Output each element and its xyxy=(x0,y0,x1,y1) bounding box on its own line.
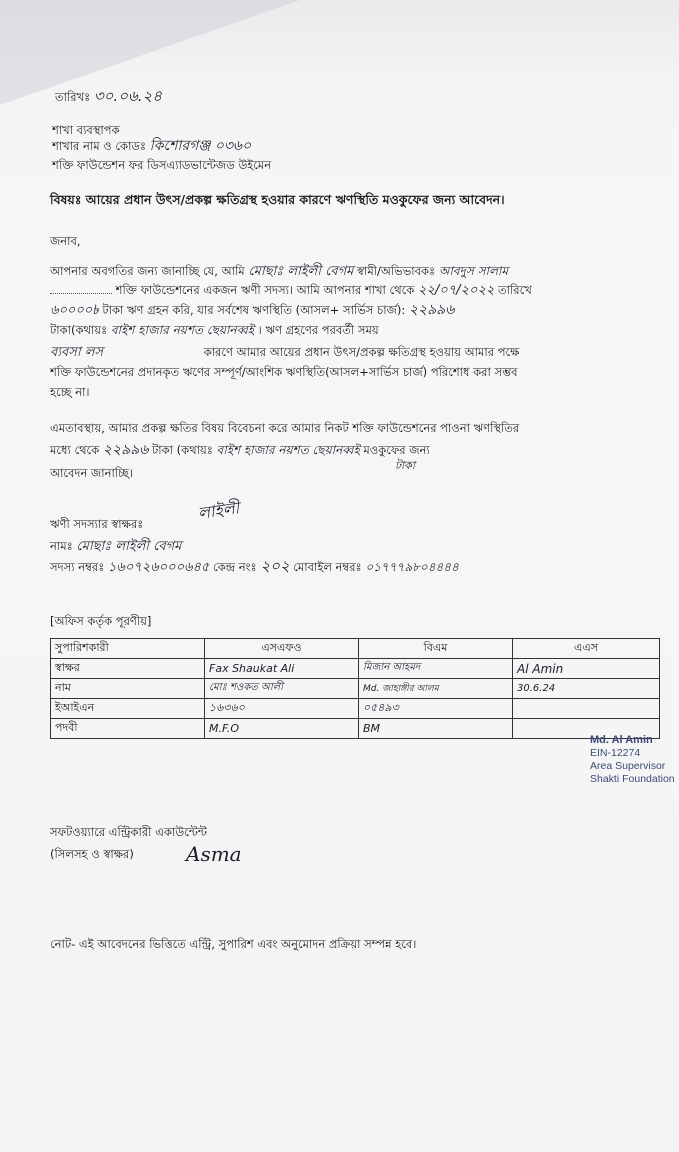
organization-name: শক্তি ফাউন্ডেশন ফর ডিসএ্যাডভান্টেজড উইমেন xyxy=(52,158,272,172)
para2-line2 xyxy=(50,442,430,458)
member-name-value: মোছাঃ লাইলী বেগম xyxy=(76,539,182,554)
para1-text-h: কারণে আমার আয়ের প্রধান উৎস/প্রকল্প ক্ষতিগ্রস্থ হওয়ায় আমার পক্ষে xyxy=(203,345,520,359)
para1-text-d: তারিখে xyxy=(498,283,532,297)
office-title: [অফিস কর্তৃক পূরণীয়] xyxy=(50,614,152,628)
row-label: নাম xyxy=(51,679,205,699)
as-ein xyxy=(513,699,660,719)
sfo-name: মোঃ শওকত আলী xyxy=(205,679,359,699)
para2-text-d: মওকুফের জন্য xyxy=(363,443,430,457)
balance-words-hw: বাইশ হাজার নয়শত ছেয়ানব্বই xyxy=(110,323,255,337)
row-label: পদবী xyxy=(51,719,205,739)
salutation: জনাব, xyxy=(50,234,81,248)
blank-dots xyxy=(50,293,112,294)
subject-line: বিষয়ঃ আয়ের প্রধান উৎস/প্রকল্প ক্ষতিগ্রস্থ হওয়ার কারণে ঋণস্থিতি মওকুফের জন্য আবেদন। xyxy=(50,192,505,207)
accountant-signature: Asma xyxy=(186,842,242,866)
para1-text-b: স্বামী/অভিভাবকঃ xyxy=(357,264,436,278)
center-label: কেন্দ্র নংঃ xyxy=(213,560,257,574)
branch-value: কিশোরগঞ্জ ০৩৬০ xyxy=(149,138,252,154)
waive-amount-hw: ২২৯৯৬ xyxy=(102,442,149,458)
as-date: 30.6.24 xyxy=(513,679,660,699)
member-signature-label: ঋণী সদস্যার স্বাক্ষরঃ xyxy=(50,517,144,531)
para1-line6: শক্তি ফাউন্ডেশনের প্রদানকৃত ঋণের সম্পূর্ণ/আংশিক ঋণস্থিতি(আসল+সার্ভিস চার্জ) পরিশোধ করা সম্ভব xyxy=(50,365,518,379)
bm-signature: মিজান আহমদ xyxy=(359,659,513,679)
para1-text-g: । ঋণ গ্রহণের পরবর্তী সময় xyxy=(257,323,379,337)
member-signature: লাইলী xyxy=(196,498,241,523)
member-number-value: ১৬০৭২৬০০০৬৪৫ xyxy=(107,560,210,575)
office-table xyxy=(50,638,660,739)
table-row xyxy=(51,659,660,679)
seal-label: (সিলসহ ও স্বাক্ষর) xyxy=(50,847,134,861)
member-signature-line xyxy=(50,516,143,532)
para1-line3 xyxy=(50,302,454,319)
note-text: নোট- এই আবেদনের ভিত্তিতে এন্ট্রি, সুপারিশ এবং অনুমোদন প্রক্রিয়া সম্পন্ন হবে। xyxy=(50,937,417,951)
row-label: ইআইএন xyxy=(51,699,205,719)
mobile-value: ০১৭৭৭৯৮০৪৪৪৪ xyxy=(365,560,459,574)
para2-text-c: টাকা (কথায়ঃ xyxy=(152,443,213,457)
para1-text-c: শক্তি ফাউন্ডেশনের একজন ঋণী সদস্য। আমি আপনার শাখা থেকে xyxy=(115,283,415,297)
bm-designation: BM xyxy=(359,719,513,739)
header-as: এএস xyxy=(513,639,660,659)
sfo-signature: Fax Shaukat Ali xyxy=(205,659,359,679)
reason-hw: ব্যবসা লস xyxy=(50,345,104,360)
para2-text-b: মধ্যে থেকে xyxy=(50,443,100,457)
branch-name-label: শাখার নাম ও কোডঃ xyxy=(52,139,147,153)
sfo-ein: ১৬৩৬০ xyxy=(205,699,359,719)
stamp-ein: EIN-12274 xyxy=(590,747,641,759)
header-recommender: সুপারিশকারী xyxy=(51,639,205,659)
para1-line4 xyxy=(50,322,379,338)
stamp-name: Md. Al Amin xyxy=(590,734,653,746)
as-stamp xyxy=(590,734,675,786)
waive-words-2-hw: টাকা xyxy=(395,459,416,472)
mobile-label: মোবাইল নম্বরঃ xyxy=(293,560,362,574)
date-label: তারিখঃ xyxy=(55,90,91,104)
member-name-label: নামঃ xyxy=(50,539,73,553)
stamp-org: Shakti Foundation xyxy=(590,773,675,785)
member-name-line xyxy=(50,538,181,555)
sfo-designation: M.F.O xyxy=(205,719,359,739)
center-value: ২০২ xyxy=(260,557,290,575)
bm-name: Md. জাহাঙ্গীর আলম xyxy=(359,679,513,699)
para1-text-f: টাকা(কথায়ঃ xyxy=(50,323,108,337)
waive-words-hw: বাইশ হাজার নয়শত ছেয়ানব্বই xyxy=(216,443,360,457)
table-row xyxy=(51,679,660,699)
para2-line3: আবেদন জানাচ্ছি। xyxy=(50,466,134,480)
para1-text-a: আপনার অবগতির জন্য জানাচ্ছি যে, আমি xyxy=(50,264,245,278)
guardian-hw: আবদুস সালাম xyxy=(438,264,509,278)
bm-ein: ০৫৪৯৩ xyxy=(359,699,513,719)
branch-manager: শাখা ব্যবস্থাপক xyxy=(52,123,120,137)
date-value: ৩০.০৬.২৪ xyxy=(93,87,162,105)
as-signature: Al Amin xyxy=(513,659,660,679)
row-label: স্বাক্ষর xyxy=(51,659,205,679)
para1-line2 xyxy=(50,282,532,299)
table-row xyxy=(51,719,660,739)
loan-amount-hw: ৬০০০০৳ xyxy=(50,303,99,318)
stamp-title: Area Supervisor xyxy=(590,760,666,772)
para1-line7: হচ্ছে না। xyxy=(50,385,90,399)
para1-line1 xyxy=(50,263,508,280)
para1-line5 xyxy=(50,344,519,361)
member-number-line xyxy=(50,558,459,576)
para1-text-e: টাকা ঋণ গ্রহন করি, যার সর্বশেষ ঋণস্থিতি (আসল+ সার্ভিস চার্জ): xyxy=(102,303,406,317)
table-row xyxy=(51,699,660,719)
header-sfo: এসএফও xyxy=(205,639,359,659)
office-table-header xyxy=(51,639,660,659)
branch-name-line xyxy=(52,138,251,154)
member-name-hw: মোছাঃ লাইলী বেগম xyxy=(248,264,354,279)
header-bm: বিএম xyxy=(359,639,513,659)
accountant-label: সফটওয়্যারে এন্ট্রিকারী একাউন্টেন্ট xyxy=(50,825,207,839)
balance-hw: ২২৯৯৬ xyxy=(408,302,455,318)
member-number-label: সদস্য নম্বরঃ xyxy=(50,560,105,574)
date-line xyxy=(55,88,162,105)
para2-line1: এমতাবস্থায়, আমার প্রকল্প ক্ষতির বিষয় বিবেচনা করে আমার নিকট শক্তি ফাউন্ডেশনের পাওনা ঋণস্থিতির xyxy=(50,421,520,435)
loan-date-hw: ২২/০৭/২০২২ xyxy=(417,283,495,298)
